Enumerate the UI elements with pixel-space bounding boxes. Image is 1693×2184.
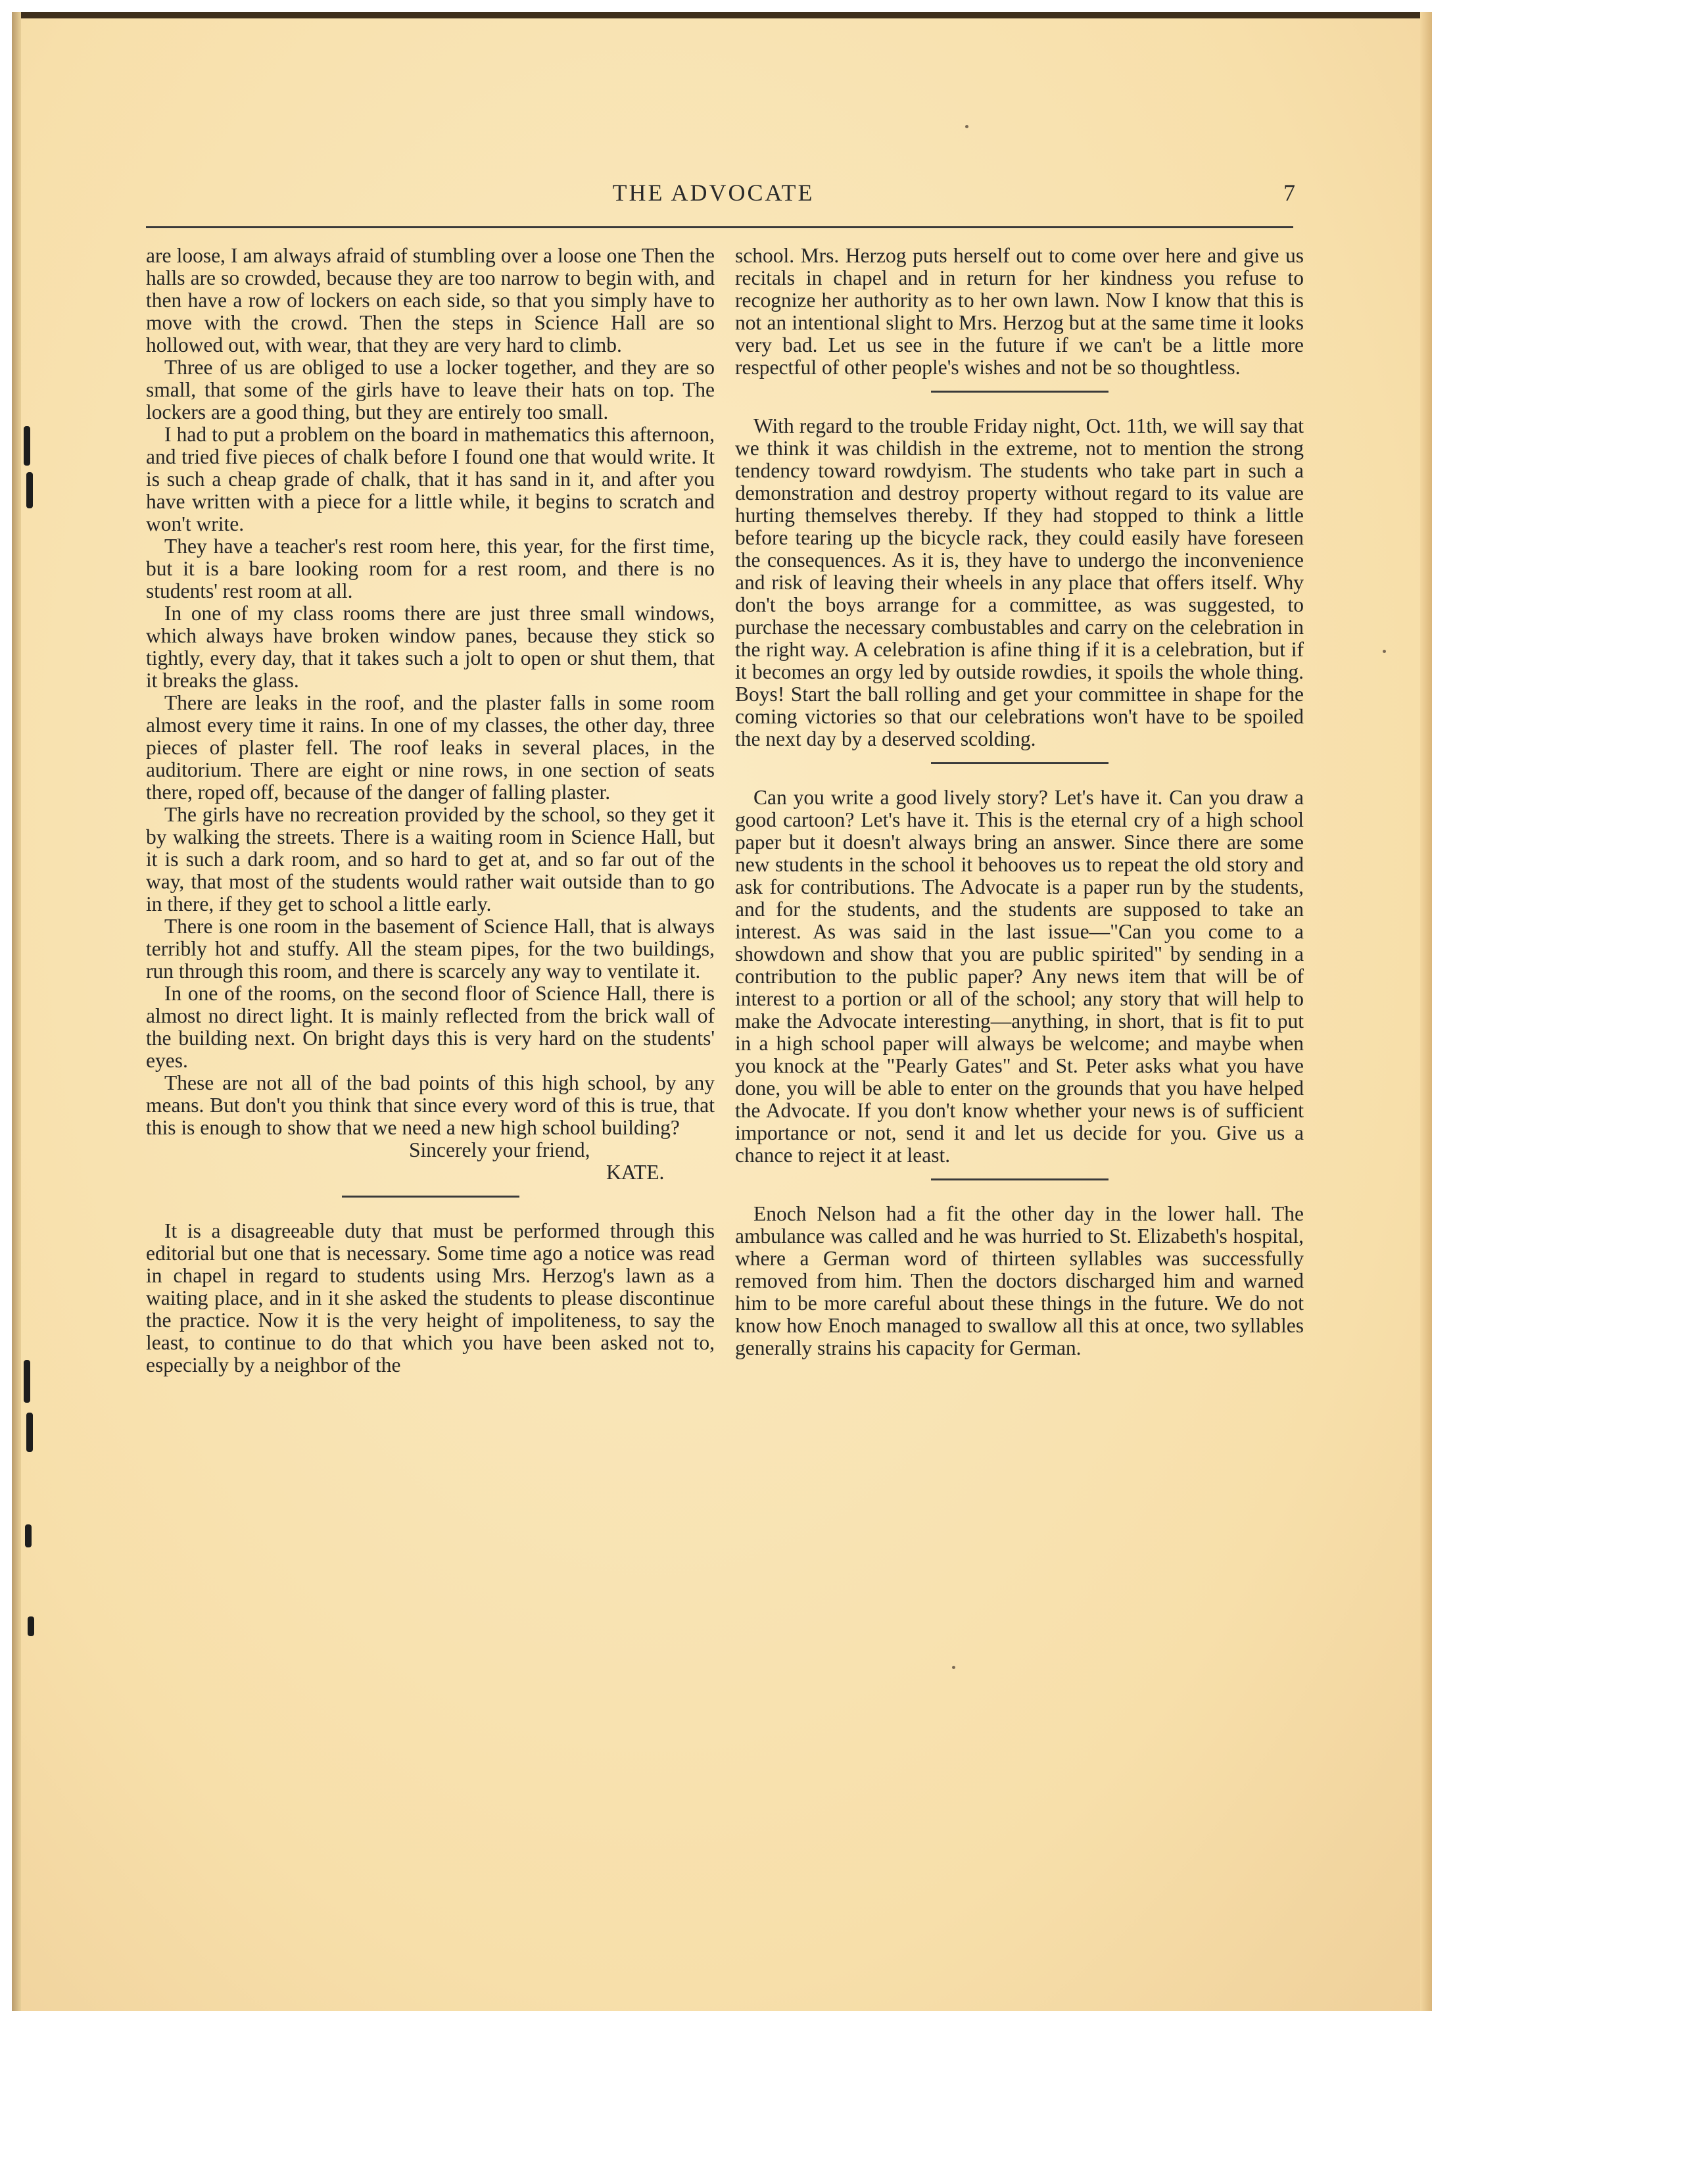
header-rule (146, 226, 1293, 228)
letter-paragraph: There is one room in the basement of Science Hall, that is always terribly hot and stuffy. All the steam pipes, for the two buildings, run through this room, and there is scarcely any way to ventilate it. (146, 915, 715, 983)
section-divider (931, 762, 1109, 764)
section-divider (931, 391, 1109, 393)
letter-paragraph: The girls have no recreation provided by the school, so they get it by walking the streets. There is a waiting room in Science Hall, but it is such a dark room, and so hard to get at, and so far out of the way, that most of the students would rather wait outside than to go in there, if they get to school a little early. (146, 803, 715, 915)
page-top-edge (12, 12, 1432, 18)
letter-paragraph: There are leaks in the roof, and the plaster falls in some room almost every time it rains. In one of my classes, the other day, three pieces of plaster fell. The roof leaks in several places, in the auditorium. There are eight or nine rows, in one section of seats there, roped off, because of the danger of falling plaster. (146, 691, 715, 804)
enoch-nelson-paragraph: Enoch Nelson had a fit the other day in the lower hall. The ambulance was called and he was hurried to St. Elizabeth's hospital, where a German word of thirteen syllables was successfully removed from him. Then the doctors discharged him and warned him to be more careful about these things in the future. We do not know how Enoch managed to swallow all this at once, two syllables generally strains his capacity for German. (735, 1202, 1304, 1359)
letter-paragraph: are loose, I am always afraid of stumbling over a loose one Then the halls are so crowded, because they are too narrow to begin with, and then have a row of lockers on each side, so that you simply have to move with the crowd. Then the steps in Science Hall are so hollowed out, with wear, that they are very hard to climb. (146, 244, 715, 356)
paper-speck (1383, 650, 1386, 653)
friday-night-paragraph: With regard to the trouble Friday night, Oct. 11th, we will say that we think it was childish in the extreme, not to mention the strong tendency toward rowdyism. The students who take part in such a demonstration and destroy property without regard to its value are hurting themselves thereby. If they had stopped to think a little before tearing up the bicycle rack, they could easily have foreseen the consequences. As it is, they have to undergo the inconvenience and risk of leaving their wheels in any place that offers itself. Why don't the boys arrange for a committee, as was suggested, to purchase the necessary combustables and carry on the celebration in the right way. A celebration is afine thing if it is a celebration, but if it becomes an orgy led by outside rowdies, it spoils the whole thing. Boys! Start the ball rolling and get your committee in shape for the coming victories so that our celebrations won't have to be spoiled the next day by a deserved scolding. (735, 414, 1304, 750)
section-divider (342, 1196, 519, 1198)
page-right-edge (1420, 12, 1432, 2011)
left-column (146, 245, 715, 1376)
section-divider (931, 1178, 1109, 1180)
letter-signature: KATE. (606, 1161, 665, 1184)
letter-paragraph: I had to put a problem on the board in mathematics this afternoon, and tried five pieces of chalk before I found one that would write. It is such a cheap grade of chalk, that it has sand in it, and after you have written with a piece for a little while, it begins to scratch and won't write. (146, 423, 715, 535)
letter-paragraph: They have a teacher's rest room here, this year, for the first time, but it is a bare looking room for a rest room, and there is no students' rest room at all. (146, 535, 715, 602)
right-column (735, 245, 1304, 1359)
editorial-continuation: school. Mrs. Herzog puts herself out to come over here and give us recitals in chapel and in return for her kindness you refuse to recognize her authority as to her own lawn. Now I know that this is not an intentional slight to Mrs. Herzog but at the same time it looks very bad. Let us see in the future if we can't be a little more respectful of other people's wishes and not be so thoughtless. (735, 244, 1304, 379)
binding-staple-mark (24, 1360, 30, 1403)
letter-paragraph: In one of the rooms, on the second floor of Science Hall, there is almost no direct light. It is mainly reflected from the brick wall of the building next. On bright days this is very hard on the students' eyes. (146, 982, 715, 1072)
page-number: 7 (1283, 180, 1295, 206)
paper-speck (952, 1666, 955, 1669)
letter-paragraph: In one of my class rooms there are just three small windows, which always have broken window panes, because they stick so tightly, every day, that it takes such a jolt to open or shut them, that it breaks the glass. (146, 602, 715, 692)
letter-closing: Sincerely your friend, (409, 1138, 590, 1161)
editorial-paragraph: It is a disagreeable duty that must be performed through this editorial but one that is necessary. Some time ago a notice was read in chapel in regard to students using Mrs. Herzog's lawn as a waiting place, and in it she asked the students to please discontinue the practice. Now it is the very height of impoliteness, to say the least, to continue to do that which you have been asked not to, especially by a neighbor of the (146, 1219, 715, 1376)
contributions-paragraph: Can you write a good lively story? Let's have it. Can you draw a good cartoon? Let's have it. This is the eternal cry of a high school paper but it doesn't always bring an answer. Since there are some new students in the school it behooves us to repeat the old story and ask for contributions. The Advocate is a paper run by the students, and for the students, and the students are supposed to take an interest. As was said in the last issue—"Can you come to a showdown and show that you are public spirited" by sending in a contribution to the public paper? Any news item that will be of interest to a portion or all of the school; any story that will help to make the Advocate interesting—anything, in short, that is fit to put in a high school paper will always be welcome; and maybe when you knock at the "Pearly Gates" and St. Peter asks what you have done, you will be able to enter on the grounds that you have helped the Advocate. If you don't know whether your news is of sufficient importance or not, send it and let us decide for you. Give us a chance to reject it at least. (735, 786, 1304, 1167)
binding-staple-mark (24, 426, 30, 466)
page-binding-edge (12, 12, 21, 2011)
binding-staple-mark (25, 1524, 32, 1547)
letter-paragraph: These are not all of the bad points of this high school, by any means. But don't you think that since every word of this is true, that this is enough to show that we need a new high school building? (146, 1071, 715, 1139)
binding-staple-mark (26, 472, 33, 508)
binding-staple-mark (26, 1413, 33, 1452)
binding-staple-mark (28, 1616, 34, 1636)
letter-paragraph: Three of us are obliged to use a locker together, and they are so small, that some of the girls have to leave their hats on top. The lockers are a good thing, but they are entirely too small. (146, 356, 715, 424)
paper-speck (965, 125, 968, 128)
publication-title: THE ADVOCATE (612, 180, 815, 206)
page-header (131, 179, 1295, 212)
